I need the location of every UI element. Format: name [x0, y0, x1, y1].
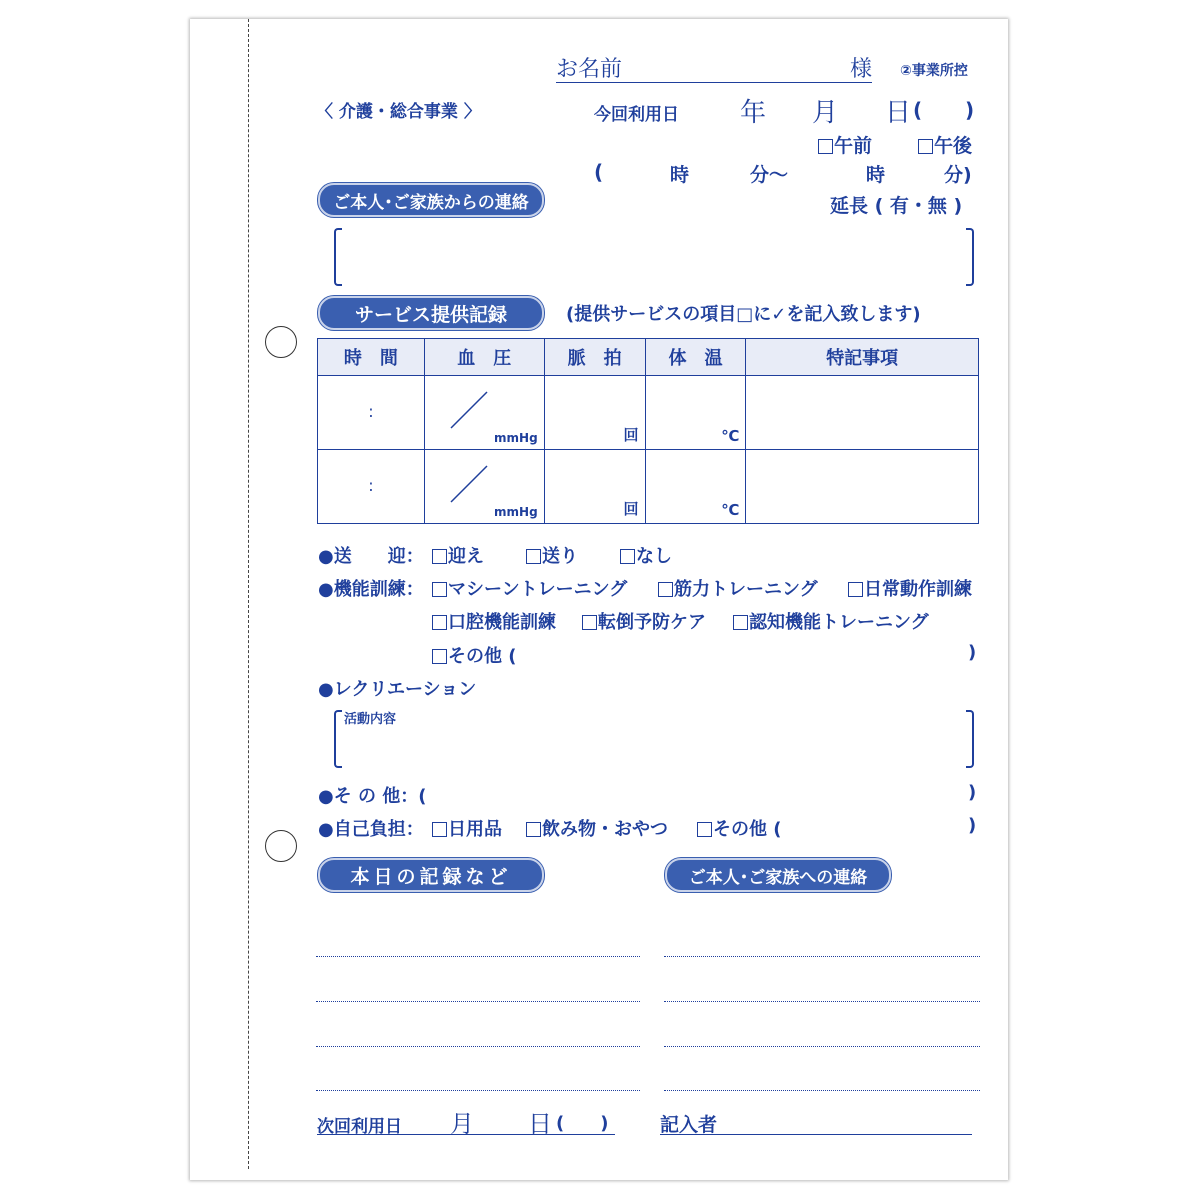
date-label: 今回利用日	[594, 105, 679, 125]
recorder-label: 記入者	[660, 1114, 718, 1136]
other-input[interactable]	[445, 782, 960, 806]
hour-label-1: 時	[670, 164, 690, 186]
option-label: 迎え	[448, 546, 484, 567]
notes-cell[interactable]	[746, 376, 979, 450]
hour-label-2: 時	[866, 164, 886, 186]
checkbox[interactable]	[432, 822, 447, 837]
to-family-heading: ご本人･ご家族への連絡	[665, 858, 891, 892]
notes-cell[interactable]	[746, 450, 979, 524]
am-label: 午前	[834, 135, 873, 157]
recreation-bracket-right	[966, 710, 974, 768]
next-date-label: 次回利用日	[317, 1117, 402, 1137]
checkbox[interactable]	[733, 615, 748, 630]
header-temperature: 体 温	[645, 339, 746, 376]
checkbox[interactable]	[432, 615, 447, 630]
extension-field: 延長 ( 有・無 )	[830, 195, 963, 217]
transport-option-dropoff[interactable]	[526, 542, 578, 568]
table-row	[318, 450, 979, 524]
name-label: お名前	[556, 57, 623, 82]
option-label: なし	[636, 546, 672, 567]
header-notes: 特記事項	[746, 339, 979, 376]
transport-option-pickup[interactable]	[432, 542, 484, 568]
time-cell[interactable]	[318, 376, 425, 450]
day-label: 日	[885, 98, 912, 128]
weekday-open: (	[913, 98, 923, 122]
header-pulse: 脈 拍	[544, 339, 645, 376]
vitals-table	[317, 338, 979, 524]
checkbox[interactable]	[582, 615, 597, 630]
checkbox[interactable]	[658, 582, 673, 597]
month-label: 月	[812, 98, 839, 128]
payment-option-daily-goods[interactable]	[432, 815, 502, 841]
option-label: その他 (	[448, 646, 517, 667]
checkbox[interactable]	[526, 822, 541, 837]
payment-option-other[interactable]	[697, 815, 782, 841]
today-record-line[interactable]	[316, 1001, 640, 1002]
checkbox[interactable]	[432, 549, 447, 564]
option-label: 送り	[542, 546, 578, 567]
option-label: 口腔機能訓練	[448, 612, 556, 633]
training-option-daily[interactable]	[848, 575, 972, 601]
today-record-heading: 本日の記録など	[318, 858, 544, 892]
pm-option[interactable]	[918, 131, 972, 158]
recorder-field[interactable]	[660, 1134, 972, 1135]
blood-pressure-cell[interactable]	[424, 376, 544, 450]
celsius-unit: ℃	[721, 427, 740, 445]
option-label: マシーントレーニング	[448, 579, 628, 600]
payment-label: ●自己負担：	[318, 819, 424, 840]
training-option-fall[interactable]	[582, 608, 706, 634]
option-label: 飲み物・おやつ	[542, 819, 668, 840]
today-record-line[interactable]	[316, 956, 640, 957]
binder-hole-bottom	[265, 830, 297, 862]
time-separator: :	[368, 476, 374, 495]
training-label: ●機能訓練：	[318, 579, 424, 600]
option-label: 転倒予防ケア	[598, 612, 706, 633]
other-label: ●そ の 他：(	[318, 786, 427, 807]
header-time: 時 間	[318, 339, 425, 376]
recreation-label: ●レクリエーション	[318, 679, 477, 700]
mmhg-unit: mmHg	[494, 431, 538, 445]
checkbox[interactable]	[848, 582, 863, 597]
service-type: 〈 介護・総合事業 〉	[316, 102, 481, 122]
table-header-row	[318, 339, 979, 376]
family-contact-input[interactable]	[345, 228, 960, 284]
temperature-cell[interactable]	[645, 376, 746, 450]
next-weekday: ( )	[556, 1113, 609, 1134]
name-field[interactable]	[556, 82, 872, 83]
pulse-cell[interactable]	[544, 376, 645, 450]
training-option-cognitive[interactable]	[733, 608, 929, 634]
activity-input[interactable]	[345, 726, 960, 764]
checkbox[interactable]	[432, 649, 447, 664]
payment-other-close: )	[968, 815, 977, 836]
payment-option-drinks[interactable]	[526, 815, 668, 841]
temperature-cell[interactable]	[645, 450, 746, 524]
checkbox[interactable]	[432, 582, 447, 597]
mmhg-unit: mmHg	[494, 505, 538, 519]
perforation-line	[248, 19, 249, 1169]
service-record-heading: サービス提供記録	[318, 296, 544, 330]
recreation-bracket-left	[334, 710, 342, 768]
family-message-line[interactable]	[664, 1090, 980, 1091]
option-label: その他 (	[713, 819, 782, 840]
activity-label: 活動内容	[344, 712, 397, 727]
family-message-line[interactable]	[664, 956, 980, 957]
next-date-field[interactable]	[317, 1134, 615, 1135]
weekday-close: )	[965, 98, 975, 122]
pm-checkbox[interactable]	[918, 139, 933, 154]
checkbox[interactable]	[620, 549, 635, 564]
time-cell[interactable]	[318, 450, 425, 524]
family-contact-bracket-right	[966, 228, 974, 286]
time-open: (	[594, 160, 604, 184]
name-suffix: 様	[850, 57, 873, 82]
copy-label: ②事業所控	[900, 63, 968, 79]
today-record-line[interactable]	[316, 1046, 640, 1047]
transport-option-none[interactable]	[620, 542, 672, 568]
family-contact-heading: ご本人･ご家族からの連絡	[318, 183, 544, 217]
blood-pressure-cell[interactable]	[424, 450, 544, 524]
other-close: )	[968, 782, 977, 803]
binder-hole-top	[265, 326, 297, 358]
service-record-note: (提供サービスの項目□に✓を記入致します)	[566, 304, 921, 325]
am-checkbox[interactable]	[818, 139, 833, 154]
minute-label-2: 分)	[944, 164, 972, 186]
pm-label: 午後	[934, 135, 973, 157]
option-label: 日用品	[448, 819, 502, 840]
am-option[interactable]	[818, 131, 872, 158]
pulse-unit: 回	[623, 426, 639, 444]
training-other-close: )	[968, 642, 977, 663]
option-label: 認知機能トレーニング	[749, 612, 929, 633]
today-record-line[interactable]	[316, 1090, 640, 1091]
training-option-strength[interactable]	[658, 575, 818, 601]
pulse-cell[interactable]	[544, 450, 645, 524]
training-option-machine[interactable]	[432, 575, 627, 601]
next-month-label: 月	[450, 1110, 474, 1138]
family-message-line[interactable]	[664, 1001, 980, 1002]
transport-label: ●送 迎：	[318, 546, 424, 567]
family-message-line[interactable]	[664, 1046, 980, 1047]
option-label: 筋力トレーニング	[674, 579, 818, 600]
option-label: 日常動作訓練	[864, 579, 972, 600]
minute-label-1: 分～	[750, 164, 789, 186]
table-row	[318, 376, 979, 450]
year-label: 年	[740, 98, 767, 128]
time-separator: :	[368, 402, 374, 421]
next-day-label: 日	[528, 1110, 552, 1138]
training-option-oral[interactable]	[432, 608, 556, 634]
training-option-other[interactable]	[432, 642, 517, 668]
header-blood-pressure: 血 圧	[424, 339, 544, 376]
celsius-unit: ℃	[721, 501, 740, 519]
family-contact-bracket-left	[334, 228, 342, 286]
pulse-unit: 回	[623, 500, 639, 518]
checkbox[interactable]	[697, 822, 712, 837]
checkbox[interactable]	[526, 549, 541, 564]
